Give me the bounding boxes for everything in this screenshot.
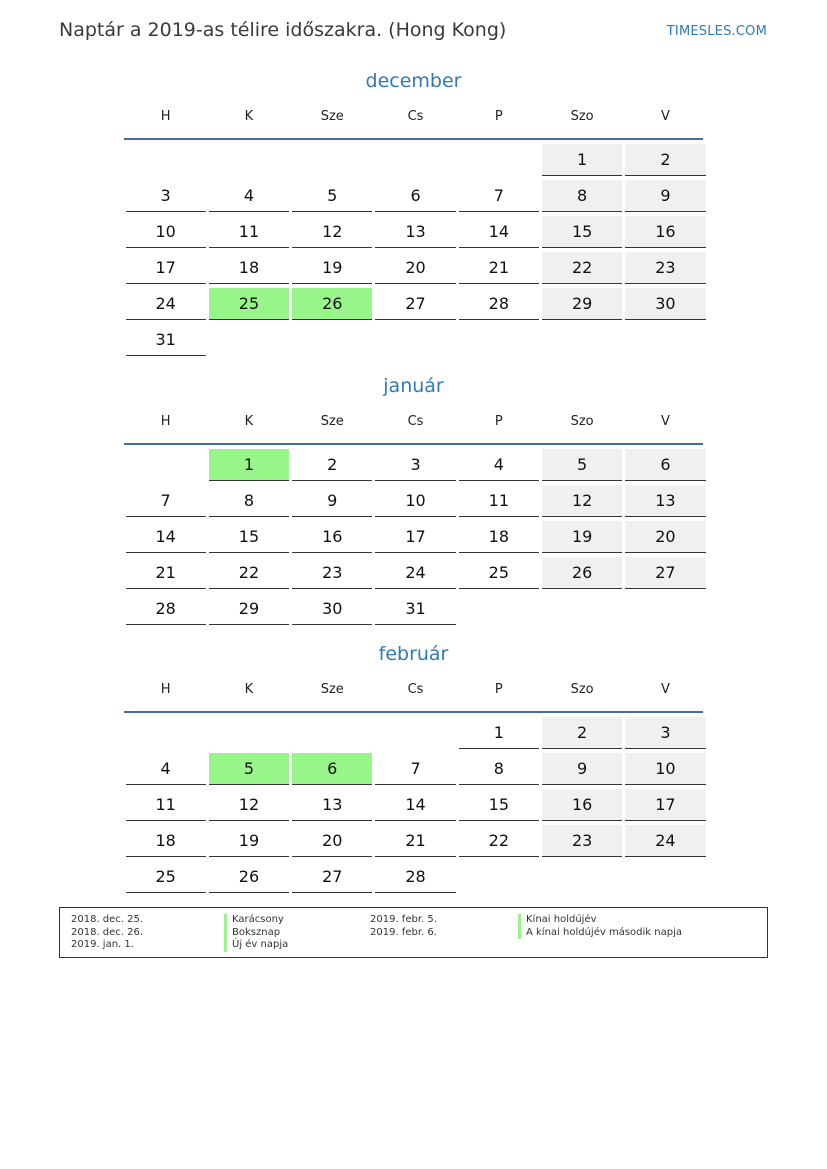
day-cell: 28 bbox=[375, 861, 455, 893]
legend-date: 2019. jan. 1. bbox=[71, 939, 134, 950]
day-cell: 12 bbox=[292, 216, 372, 248]
day-cell: 9 bbox=[292, 485, 372, 517]
day-cell: 13 bbox=[375, 216, 455, 248]
day-cell: 11 bbox=[209, 216, 289, 248]
empty-cell bbox=[375, 144, 455, 175]
day-cell: 6 bbox=[625, 449, 705, 481]
day-cell: 23 bbox=[542, 825, 622, 857]
month-title: december bbox=[365, 70, 462, 92]
day-cell: 8 bbox=[459, 753, 539, 785]
day-cell: 5 bbox=[292, 180, 372, 212]
weekday-label: V bbox=[660, 414, 670, 429]
day-cell: 2 bbox=[292, 449, 372, 481]
weekday-label: Sze bbox=[320, 682, 344, 697]
day-cell: 27 bbox=[292, 861, 372, 893]
day-cell: 24 bbox=[375, 557, 455, 589]
day-cell: 15 bbox=[209, 521, 289, 553]
day-cell: 8 bbox=[542, 180, 622, 212]
weekday-label: V bbox=[660, 682, 670, 697]
day-cell: 19 bbox=[292, 252, 372, 284]
day-cell: 11 bbox=[459, 485, 539, 517]
weekday-label: H bbox=[160, 414, 171, 429]
weekday-label: Cs bbox=[407, 109, 424, 124]
legend-date: 2018. dec. 26. bbox=[71, 926, 144, 938]
day-cell: 12 bbox=[209, 789, 289, 821]
day-cell: 28 bbox=[459, 288, 539, 320]
weekday-label: K bbox=[244, 414, 254, 429]
day-cell: 4 bbox=[459, 449, 539, 481]
day-cell: 31 bbox=[375, 593, 455, 625]
day-cell: 2 bbox=[625, 144, 705, 176]
holiday-day-cell: 26 bbox=[292, 288, 372, 320]
day-cell: 28 bbox=[126, 593, 206, 625]
day-cell: 17 bbox=[126, 252, 206, 284]
weekday-label: K bbox=[244, 682, 254, 697]
day-cell: 14 bbox=[375, 789, 455, 821]
weekday-label: P bbox=[494, 682, 503, 697]
month-january bbox=[124, 375, 703, 629]
day-cell: 22 bbox=[459, 825, 539, 857]
day-cell: 19 bbox=[209, 825, 289, 857]
day-cell: 15 bbox=[459, 789, 539, 821]
day-cell: 5 bbox=[542, 449, 622, 481]
holiday-day-cell: 1 bbox=[209, 449, 289, 481]
day-cell: 18 bbox=[209, 252, 289, 284]
empty-cell bbox=[292, 717, 372, 748]
holiday-day-cell: 25 bbox=[209, 288, 289, 320]
weekday-label: Szo bbox=[570, 414, 594, 429]
day-cell: 9 bbox=[625, 180, 705, 212]
weekday-label: V bbox=[660, 109, 670, 124]
day-cell: 25 bbox=[126, 861, 206, 893]
day-cell: 7 bbox=[375, 753, 455, 785]
legend-names-right bbox=[518, 914, 682, 939]
brand-link[interactable]: TIMESLES.COM bbox=[666, 24, 767, 39]
empty-cell bbox=[126, 449, 206, 480]
empty-cell bbox=[292, 144, 372, 175]
holiday-legend bbox=[59, 907, 768, 958]
holiday-day-cell: 5 bbox=[209, 753, 289, 785]
day-cell: 3 bbox=[126, 180, 206, 212]
day-cell: 10 bbox=[126, 216, 206, 248]
day-cell: 20 bbox=[292, 825, 372, 857]
day-cell: 1 bbox=[459, 717, 539, 749]
day-cell: 3 bbox=[625, 717, 705, 749]
day-cell: 14 bbox=[459, 216, 539, 248]
day-cell: 7 bbox=[126, 485, 206, 517]
day-cell: 22 bbox=[542, 252, 622, 284]
weekday-label: H bbox=[160, 682, 171, 697]
weekday-label: H bbox=[160, 109, 171, 124]
weekday-label: Sze bbox=[320, 414, 344, 429]
day-cell: 3 bbox=[375, 449, 455, 481]
day-cell: 23 bbox=[625, 252, 705, 284]
day-cell: 18 bbox=[459, 521, 539, 553]
weekday-header bbox=[124, 403, 703, 445]
day-cell: 27 bbox=[625, 557, 705, 589]
day-cell: 16 bbox=[292, 521, 372, 553]
day-grid bbox=[124, 449, 703, 629]
day-cell: 30 bbox=[625, 288, 705, 320]
day-cell: 2 bbox=[542, 717, 622, 749]
day-cell: 29 bbox=[209, 593, 289, 625]
day-cell: 23 bbox=[292, 557, 372, 589]
day-cell: 4 bbox=[126, 753, 206, 785]
page-title: Naptár a 2019-as télire időszakra. (Hong Kong) bbox=[59, 19, 507, 41]
day-cell: 24 bbox=[126, 288, 206, 320]
day-grid bbox=[124, 144, 703, 360]
weekday-label: Szo bbox=[570, 682, 594, 697]
weekday-label: Cs bbox=[407, 414, 424, 429]
holiday-day-cell: 6 bbox=[292, 753, 372, 785]
legend-date: 2019. febr. 6. bbox=[370, 926, 437, 938]
day-cell: 17 bbox=[375, 521, 455, 553]
weekday-label: K bbox=[244, 109, 254, 124]
day-cell: 7 bbox=[459, 180, 539, 212]
empty-cell bbox=[459, 144, 539, 175]
day-cell: 26 bbox=[542, 557, 622, 589]
day-cell: 21 bbox=[459, 252, 539, 284]
legend-names-left bbox=[224, 914, 288, 952]
legend-dates-right bbox=[370, 914, 437, 939]
empty-cell bbox=[209, 144, 289, 175]
day-cell: 24 bbox=[625, 825, 705, 857]
day-cell: 21 bbox=[375, 825, 455, 857]
day-cell: 17 bbox=[625, 789, 705, 821]
day-cell: 25 bbox=[459, 557, 539, 589]
day-cell: 13 bbox=[292, 789, 372, 821]
day-cell: 16 bbox=[542, 789, 622, 821]
day-cell: 30 bbox=[292, 593, 372, 625]
day-cell: 22 bbox=[209, 557, 289, 589]
legend-holiday-name: Boksznap bbox=[224, 927, 288, 940]
empty-cell bbox=[126, 144, 206, 175]
day-cell: 4 bbox=[209, 180, 289, 212]
legend-holiday-name: Új év napja bbox=[224, 939, 288, 952]
weekday-header bbox=[124, 671, 703, 713]
empty-cell bbox=[126, 717, 206, 748]
legend-date: 2018. dec. 25. bbox=[71, 914, 144, 925]
day-cell: 10 bbox=[375, 485, 455, 517]
day-cell: 20 bbox=[375, 252, 455, 284]
day-cell: 13 bbox=[625, 485, 705, 517]
empty-cell bbox=[209, 717, 289, 748]
day-cell: 16 bbox=[625, 216, 705, 248]
day-cell: 26 bbox=[209, 861, 289, 893]
day-cell: 9 bbox=[542, 753, 622, 785]
day-cell: 29 bbox=[542, 288, 622, 320]
month-title: január bbox=[383, 375, 444, 397]
weekday-label: Szo bbox=[570, 109, 594, 124]
weekday-label: Cs bbox=[407, 682, 424, 697]
legend-holiday-name: Karácsony bbox=[224, 914, 288, 927]
day-grid bbox=[124, 717, 703, 897]
day-cell: 31 bbox=[126, 324, 206, 356]
day-cell: 27 bbox=[375, 288, 455, 320]
day-cell: 21 bbox=[126, 557, 206, 589]
legend-dates-left bbox=[71, 914, 143, 952]
weekday-header bbox=[124, 98, 703, 140]
legend-holiday-name: Kínai holdújév bbox=[518, 914, 682, 927]
day-cell: 1 bbox=[542, 144, 622, 176]
day-cell: 18 bbox=[126, 825, 206, 857]
day-cell: 10 bbox=[625, 753, 705, 785]
day-cell: 6 bbox=[375, 180, 455, 212]
empty-cell bbox=[375, 717, 455, 748]
month-december bbox=[124, 70, 703, 360]
weekday-label: P bbox=[494, 109, 503, 124]
legend-holiday-name: A kínai holdújév második napja bbox=[518, 927, 682, 940]
day-cell: 14 bbox=[126, 521, 206, 553]
day-cell: 19 bbox=[542, 521, 622, 553]
day-cell: 20 bbox=[625, 521, 705, 553]
day-cell: 15 bbox=[542, 216, 622, 248]
legend-date: 2019. febr. 5. bbox=[370, 914, 437, 925]
month-february bbox=[124, 643, 703, 897]
weekday-label: Sze bbox=[320, 109, 344, 124]
day-cell: 12 bbox=[542, 485, 622, 517]
weekday-label: P bbox=[494, 414, 503, 429]
day-cell: 8 bbox=[209, 485, 289, 517]
month-title: február bbox=[378, 643, 449, 665]
day-cell: 11 bbox=[126, 789, 206, 821]
